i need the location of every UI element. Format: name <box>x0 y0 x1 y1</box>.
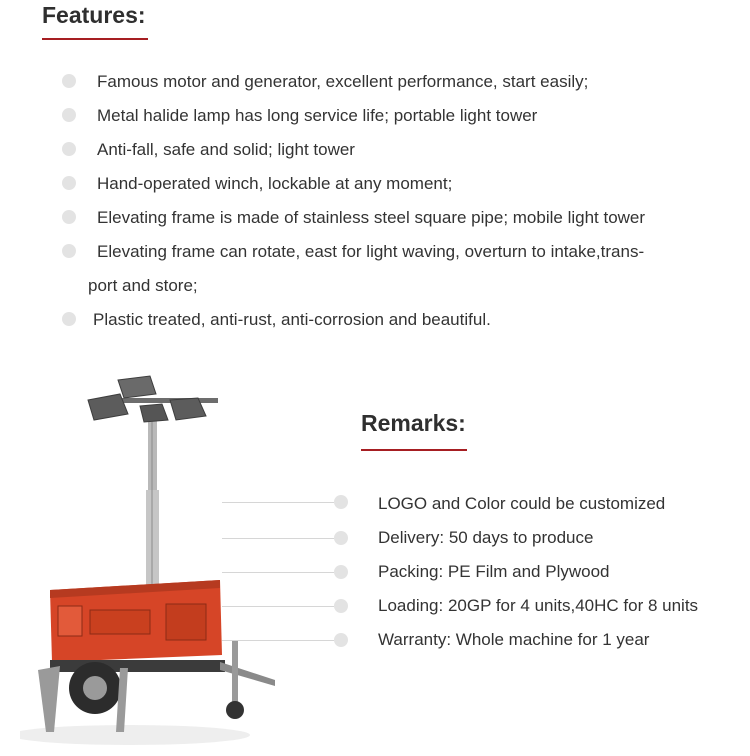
feature-text: Elevating frame can rotate, east for light waving, overturn to intake,trans- <box>97 242 645 261</box>
bullet-icon <box>62 108 76 122</box>
leader-line <box>222 502 334 503</box>
remark-text: Delivery: 50 days to produce <box>378 528 594 547</box>
leader-line <box>222 538 334 539</box>
bullet-icon <box>334 531 348 545</box>
bullet-icon <box>62 312 76 326</box>
feature-text: Metal halide lamp has long service life; portable light tower <box>97 106 538 125</box>
leader-line <box>222 640 334 641</box>
feature-text: Famous motor and generator, excellent performance, start easily; <box>97 72 589 91</box>
feature-text: Elevating frame is made of stainless steel square pipe; mobile light tower <box>97 208 646 227</box>
bullet-icon <box>334 599 348 613</box>
bullet-icon <box>62 244 76 258</box>
remark-text: LOGO and Color could be customized <box>378 494 666 513</box>
remarks-title-underline <box>361 449 467 451</box>
bullet-icon <box>62 142 76 156</box>
remarks-title: Remarks: <box>361 410 466 436</box>
bullet-icon <box>62 176 76 190</box>
remark-text: Loading: 20GP for 4 units,40HC for 8 units <box>378 596 699 615</box>
feature-text-continuation: port and store; <box>88 276 198 295</box>
leader-line <box>222 606 334 607</box>
remark-text: Warranty: Whole machine for 1 year <box>378 630 650 649</box>
bullet-icon <box>62 210 76 224</box>
remark-text: Packing: PE Film and Plywood <box>378 562 610 581</box>
light-tower-image <box>20 370 320 755</box>
feature-text: Plastic treated, anti-rust, anti-corrosion and beautiful. <box>93 310 491 329</box>
bullet-icon <box>334 565 348 579</box>
bullet-icon <box>62 74 76 88</box>
features-title-underline <box>42 38 148 40</box>
bullet-icon <box>334 495 348 509</box>
feature-text: Anti-fall, safe and solid; light tower <box>97 140 355 159</box>
feature-text: Hand-operated winch, lockable at any moment; <box>97 174 453 193</box>
leader-line <box>222 572 334 573</box>
features-title: Features: <box>42 2 146 28</box>
bullet-icon <box>334 633 348 647</box>
